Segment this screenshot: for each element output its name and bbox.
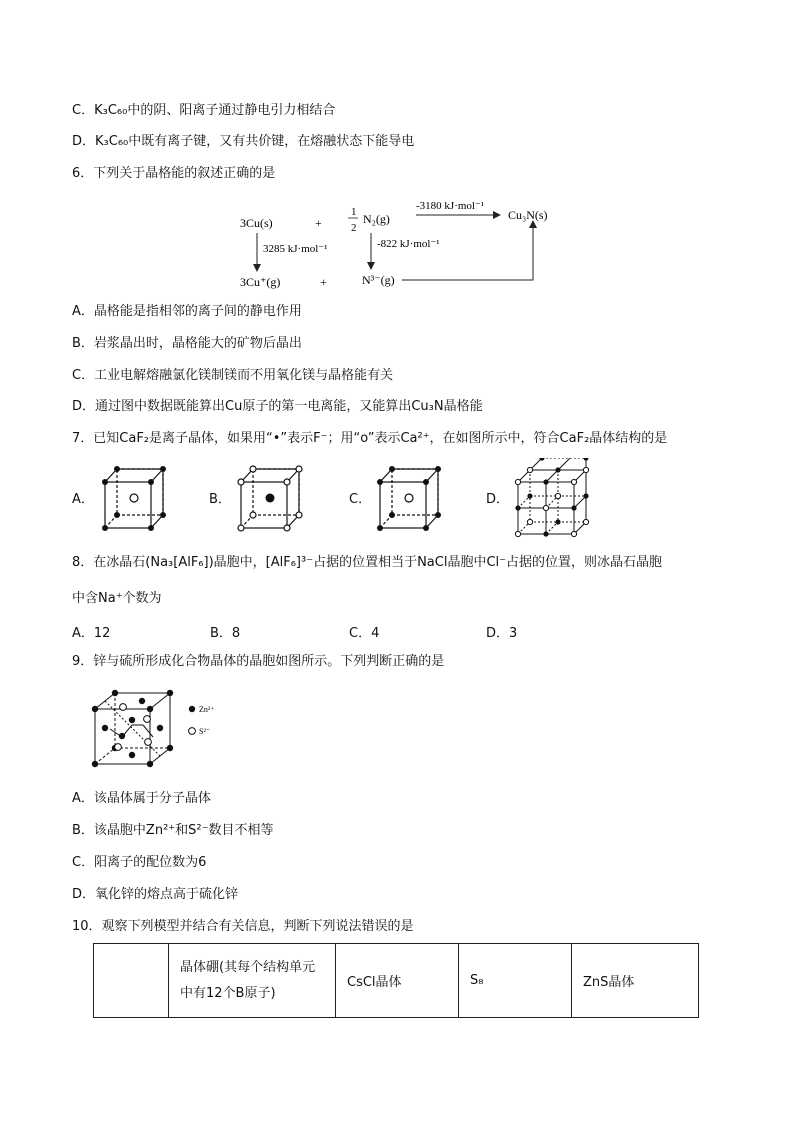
q8-option-a	[72, 622, 110, 641]
q7-option-c-cube	[372, 462, 447, 534]
option-letter: C．	[349, 626, 372, 641]
option-letter: A．	[72, 626, 94, 641]
product-label: Cu₃N(s)	[508, 208, 548, 222]
q6-option-d	[72, 398, 483, 416]
option-text: 4	[371, 626, 380, 641]
return-arrow	[402, 221, 533, 280]
option-text: K₃C₆₀中的阴、阳离子通过静电引力相结合	[94, 103, 336, 118]
option-letter: B．	[72, 823, 94, 838]
q6-option-a	[72, 303, 302, 321]
table-cell-boron	[169, 944, 336, 1018]
half-denominator: 2	[351, 222, 357, 234]
q10-stem: 10．观察下列模型并结合有关信息，判断下列说法错误的是	[72, 919, 414, 934]
q8-stem-line1: 8．在冰晶石(Na₃[AlF₆])晶胞中，[AlF₆]³⁻占据的位置相当于NaCl晶胞中Cl⁻占据的位置，则冰晶石晶胞	[72, 555, 662, 570]
option-letter: A．	[72, 304, 94, 319]
option-text: 岩浆晶出时，晶格能大的矿物后晶出	[93, 336, 302, 351]
option-text: 12	[93, 626, 111, 641]
option-text: 阳离子的配位数为6	[94, 855, 207, 870]
option-text: 通过图中数据既能算出Cu原子的第一电离能，又能算出Cu₃N晶格能	[95, 399, 483, 414]
option-text: 氧化锌的熔点高于硫化锌	[95, 887, 239, 902]
table-cell-s8: S₈	[459, 944, 572, 1018]
q7-option-b-cube	[233, 462, 308, 534]
q7-option-d-lattice	[508, 458, 594, 538]
q9-option-d	[72, 886, 238, 904]
half-numerator: 1	[351, 206, 357, 218]
cu-gas-label: 3Cu⁺(g)	[240, 275, 281, 289]
q7-option-a-cube	[97, 462, 172, 534]
option-letter: B．	[210, 626, 232, 641]
n3-gas-label: N³⁻(g)	[362, 273, 395, 287]
legend-zn-label: Zn²⁺	[199, 705, 215, 714]
option-letter: C．	[72, 855, 95, 870]
q9-stem: 9．锌与硫所形成化合物晶体的晶胞如图所示。下列判断正确的是	[72, 654, 445, 669]
boron-line1: 晶体硼(其每个结构单元	[180, 959, 316, 975]
table-cell-zns: ZnS晶体	[572, 944, 699, 1018]
q7-option-d-letter: D．	[486, 492, 510, 507]
cu-solid-label: 3Cu(s)	[240, 216, 273, 230]
q6-energy-diagram	[230, 195, 570, 295]
q8-option-b	[210, 622, 240, 641]
q5-option-c	[72, 102, 335, 120]
option-text: 晶格能是指相邻的离子间的静电作用	[93, 304, 302, 319]
option-text: 该晶胞中Zn²⁺和S²⁻数目不相等	[93, 823, 274, 838]
q8-option-d	[486, 622, 517, 641]
option-letter: C．	[72, 368, 95, 383]
q10-table	[93, 943, 699, 1018]
q8-option-c	[349, 622, 379, 641]
plus-sign-2: +	[320, 275, 327, 289]
q6-option-b	[72, 335, 302, 353]
q8-stem-line2: 中含Na⁺个数为	[72, 591, 162, 606]
option-text: 该晶体属于分子晶体	[93, 791, 211, 806]
option-text: K₃C₆₀中既有离子键，又有共价键，在熔融状态下能导电	[95, 134, 415, 149]
option-letter: A．	[72, 791, 94, 806]
option-letter: D．	[486, 626, 510, 641]
q7-stem: 7．已知CaF₂是离子晶体，如果用“•”表示F⁻；用“o”表示Ca²⁺，在如图所示中，符合CaF₂晶体结构的是	[72, 431, 668, 446]
option-letter: D．	[72, 399, 96, 414]
n2-gas-label: N₂(g)	[363, 212, 390, 226]
q6-stem: 6．下列关于晶格能的叙述正确的是	[72, 166, 276, 181]
boron-line2: 中有12个B原子)	[180, 985, 276, 1001]
option-letter: C．	[72, 103, 95, 118]
option-text: 工业电解熔融氯化镁制镁而不用氧化镁与晶格能有关	[94, 368, 394, 383]
left-energy-label: 3285 kJ·mol⁻¹	[263, 243, 328, 255]
q7-option-a-letter: A．	[72, 492, 94, 507]
q5-option-d	[72, 133, 414, 151]
option-text: 3	[509, 626, 518, 641]
option-letter: D．	[72, 887, 96, 902]
option-letter: D．	[72, 134, 96, 149]
q6-option-c	[72, 367, 393, 385]
table-cell-cscl: CsCl晶体	[336, 944, 459, 1018]
q7-option-c-letter: C．	[349, 492, 372, 507]
legend-s-label: S²⁻	[199, 727, 211, 736]
q9-option-b	[72, 822, 273, 840]
q9-option-c	[72, 854, 206, 872]
top-energy-label: -3180 kJ·mol⁻¹	[416, 200, 485, 212]
q9-option-a	[72, 790, 211, 808]
option-text: 8	[231, 626, 241, 641]
q7-option-b-letter: B．	[209, 492, 231, 507]
mid-energy-label: -822 kJ·mol⁻¹	[377, 238, 440, 250]
plus-sign: +	[315, 216, 322, 230]
table-cell-blank	[94, 944, 169, 1018]
table-row	[94, 944, 699, 1018]
option-letter: B．	[72, 336, 94, 351]
q9-zns-cell	[85, 685, 255, 777]
